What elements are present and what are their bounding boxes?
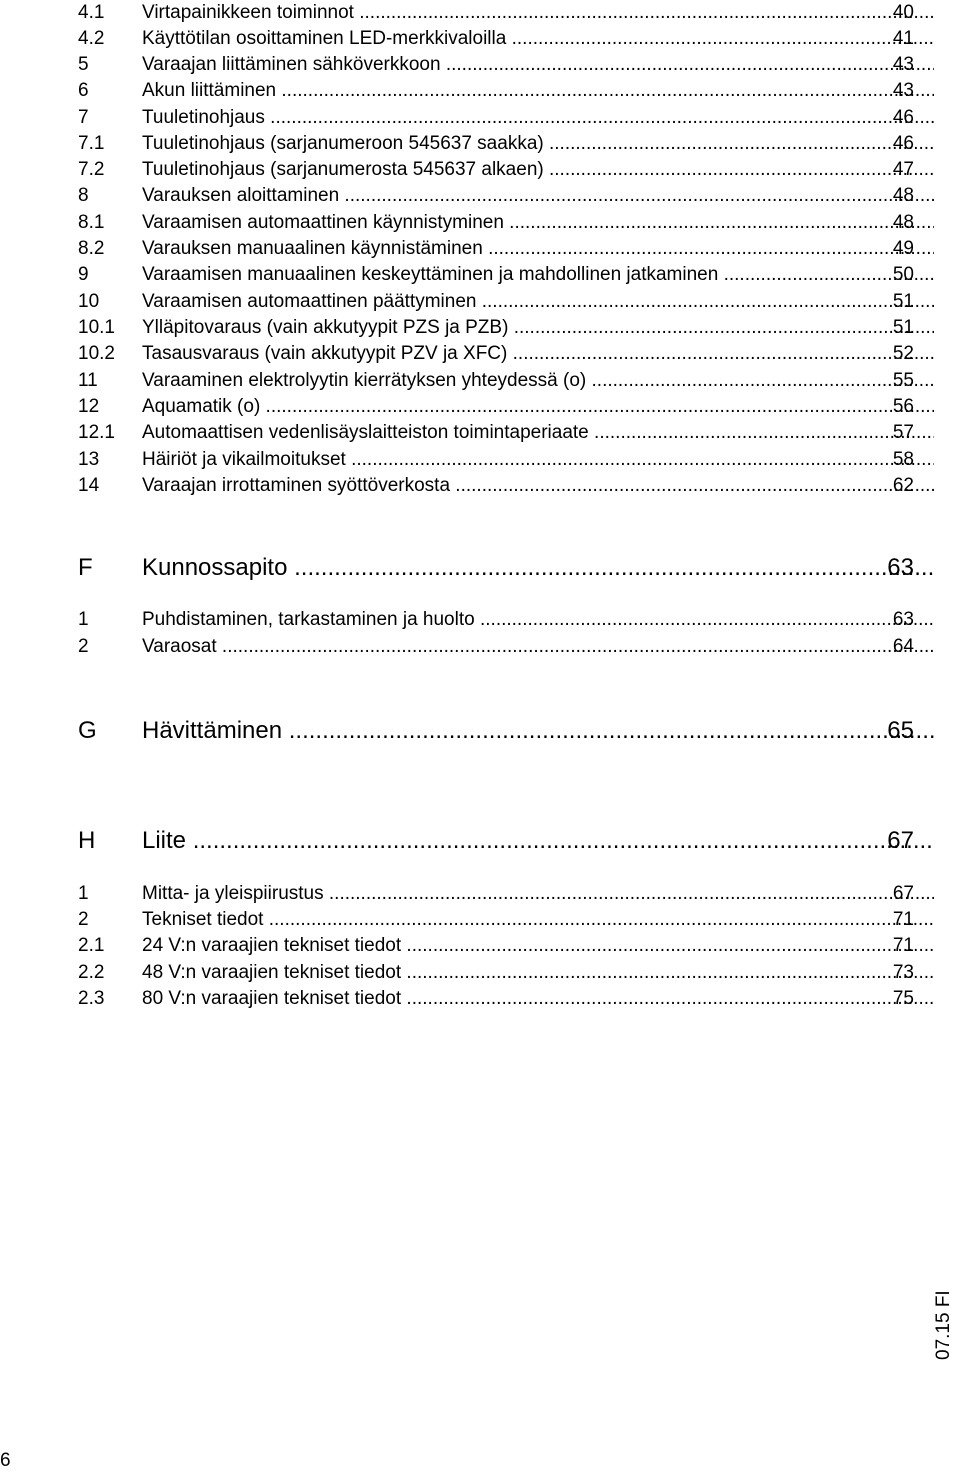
toc-entry[interactable]: [78, 52, 914, 78]
toc-entry-page: 50: [892, 264, 914, 285]
toc-entry-title: Tekniset tiedot .....: [142, 907, 934, 933]
toc-entry-page: 56: [892, 396, 914, 417]
toc-entry-title: Varaamisen manuaalinen keskeyttäminen ja mahdollinen jatkaminen .....: [142, 262, 934, 288]
toc-entry[interactable]: [78, 210, 914, 236]
toc-entry-page: 55: [892, 370, 914, 391]
toc-entry-page: 64: [892, 636, 914, 657]
toc-entry[interactable]: [78, 289, 914, 315]
toc-entry-page: 62: [892, 475, 914, 496]
toc-entry[interactable]: [78, 933, 914, 959]
document-version: 07.15 FI: [933, 1290, 954, 1360]
toc-entry[interactable]: [78, 960, 914, 986]
toc-entry-page: 71: [892, 909, 914, 930]
toc-chapter-entry[interactable]: [78, 714, 914, 748]
toc-entry-number: 10.1: [78, 317, 115, 338]
toc-chapter-title: Kunnossapito .....: [142, 551, 934, 585]
toc-entry-title: Puhdistaminen, tarkastaminen ja huolto .....: [142, 607, 934, 633]
toc-entry-number: 14: [78, 475, 100, 496]
toc-entry-page: 46: [892, 107, 914, 128]
toc-entry-number: 1: [78, 609, 89, 630]
toc-entry-title: Aquamatik (o) .....: [142, 394, 934, 420]
toc-entry-number: 6: [78, 80, 89, 101]
toc-entry-page: 51: [892, 291, 914, 312]
toc-entry-number: 12: [78, 396, 100, 417]
toc-entry-number: 2: [78, 909, 89, 930]
toc-entry-title: Tasausvaraus (vain akkutyypit PZV ja XFC) .....: [142, 341, 934, 367]
toc-entry[interactable]: [78, 881, 914, 907]
toc-entry-page: 47: [892, 159, 914, 180]
toc-chapter-page: 67: [887, 827, 914, 854]
toc-chapter-letter: F: [78, 554, 93, 581]
toc-entry-title: Varaaminen elektrolyytin kierrätyksen yhteydessä (o) .....: [142, 368, 934, 394]
toc-entry-number: 5: [78, 54, 89, 75]
toc-entry[interactable]: [78, 131, 914, 157]
toc-entry-number: 10.2: [78, 343, 115, 364]
toc-chapter-letter: G: [78, 717, 97, 744]
toc-entry[interactable]: [78, 986, 914, 1012]
toc-entry-page: 58: [892, 449, 914, 470]
toc-entry-number: 7.2: [78, 159, 105, 180]
toc-entry-number: 2.2: [78, 962, 105, 983]
toc-entry-title: 80 V:n varaajien tekniset tiedot .....: [142, 986, 934, 1012]
toc-entry-title: Varaamisen automaattinen käynnistyminen .....: [142, 210, 934, 236]
toc-entry-page: 46: [892, 133, 914, 154]
toc-entry[interactable]: [78, 634, 914, 660]
toc-entry-title: Varaajan irrottaminen syöttöverkosta .....: [142, 473, 934, 499]
toc-entry-number: 8.1: [78, 212, 105, 233]
toc-entry[interactable]: [78, 394, 914, 420]
toc-entry-page: 71: [892, 935, 914, 956]
toc-chapter-title: Hävittäminen .....: [142, 714, 934, 748]
toc-entry-page: 48: [892, 212, 914, 233]
toc-entry-title: Virtapainikkeen toiminnot .....: [142, 0, 934, 26]
toc-entry-page: 75: [892, 988, 914, 1009]
page-number: 6: [0, 1450, 11, 1471]
toc-entry-number: 12.1: [78, 422, 115, 443]
toc-entry-number: 10: [78, 291, 100, 312]
toc-entry-title: Automaattisen vedenlisäyslaitteiston toimintaperiaate .....: [142, 420, 934, 446]
toc-entry-number: 2: [78, 636, 89, 657]
toc-entry[interactable]: [78, 105, 914, 131]
toc-entry-number: 8: [78, 185, 89, 206]
toc-entry-title: Häiriöt ja vikailmoitukset .....: [142, 447, 934, 473]
toc-entry[interactable]: [78, 236, 914, 262]
toc-entry-title: Varaamisen automaattinen päättyminen .....: [142, 289, 934, 315]
toc-entry[interactable]: [78, 341, 914, 367]
toc-entry-number: 11: [78, 370, 98, 391]
toc-chapter-entry[interactable]: [78, 824, 914, 858]
toc-entry-title: Tuuletinohjaus .....: [142, 105, 934, 131]
toc-entry-page: 48: [892, 185, 914, 206]
toc-entry-number: 4.1: [78, 2, 105, 23]
toc-entry-number: 4.2: [78, 28, 105, 49]
toc-entry-page: 43: [892, 54, 914, 75]
toc-entry-page: 73: [892, 962, 914, 983]
toc-entry-title: Varauksen aloittaminen .....: [142, 183, 934, 209]
toc-entry[interactable]: [78, 26, 914, 52]
toc-entry-page: 57: [892, 422, 914, 443]
toc-entry[interactable]: [78, 315, 914, 341]
toc-entry-title: Varauksen manuaalinen käynnistäminen .....: [142, 236, 934, 262]
toc-chapter-letter: H: [78, 827, 96, 854]
toc-entry-title: Käyttötilan osoittaminen LED-merkkivaloilla .....: [142, 26, 934, 52]
toc-entry-page: 43: [892, 80, 914, 101]
toc-entry-page: 63: [892, 609, 914, 630]
toc-entry-title: 24 V:n varaajien tekniset tiedot .....: [142, 933, 934, 959]
toc-entry-title: Varaosat .....: [142, 634, 934, 660]
toc-entry[interactable]: [78, 78, 914, 104]
toc-entry-page: 49: [892, 238, 914, 259]
toc-entry-number: 13: [78, 449, 100, 470]
toc-chapter-entry[interactable]: [78, 551, 914, 585]
toc-entry[interactable]: [78, 607, 914, 633]
toc-entry-number: 2.1: [78, 935, 105, 956]
toc-entry-page: 52: [892, 343, 914, 364]
toc-entry-title: Varaajan liittäminen sähköverkkoon .....: [142, 52, 934, 78]
toc-chapter-page: 65: [887, 717, 914, 744]
toc-entry-number: 7.1: [78, 133, 105, 154]
toc-entry[interactable]: [78, 262, 914, 288]
toc-chapter-title: Liite .....: [142, 824, 934, 858]
toc-entry[interactable]: [78, 0, 914, 26]
toc-entry-page: 41: [892, 28, 914, 49]
toc-entry[interactable]: [78, 157, 914, 183]
toc-entry-title: Mitta- ja yleispiirustus .....: [142, 881, 934, 907]
toc-entry[interactable]: [78, 447, 914, 473]
toc-entry[interactable]: [78, 368, 914, 394]
toc-entry-number: 8.2: [78, 238, 105, 259]
toc-entry-title: Tuuletinohjaus (sarjanumerosta 545637 alkaen) .....: [142, 157, 934, 183]
toc-entry-page: 51: [892, 317, 914, 338]
toc-entry-title: Ylläpitovaraus (vain akkutyypit PZS ja PZB) .....: [142, 315, 934, 341]
toc-entry[interactable]: [78, 183, 914, 209]
toc-entry-title: 48 V:n varaajien tekniset tiedot .....: [142, 960, 934, 986]
toc-entry[interactable]: [78, 473, 914, 499]
toc-entry-number: 1: [78, 883, 89, 904]
toc-entry-page: 67: [892, 883, 914, 904]
toc-entry-title: Akun liittäminen .....: [142, 78, 934, 104]
toc-entry-page: 40: [892, 2, 914, 23]
toc-chapter-page: 63: [887, 554, 914, 581]
toc-entry[interactable]: [78, 907, 914, 933]
toc-entry-title: Tuuletinohjaus (sarjanumeroon 545637 saakka) .....: [142, 131, 934, 157]
toc-entry-number: 7: [78, 107, 89, 128]
toc-entry[interactable]: [78, 420, 914, 446]
toc-entry-number: 2.3: [78, 988, 105, 1009]
toc-entry-number: 9: [78, 264, 89, 285]
